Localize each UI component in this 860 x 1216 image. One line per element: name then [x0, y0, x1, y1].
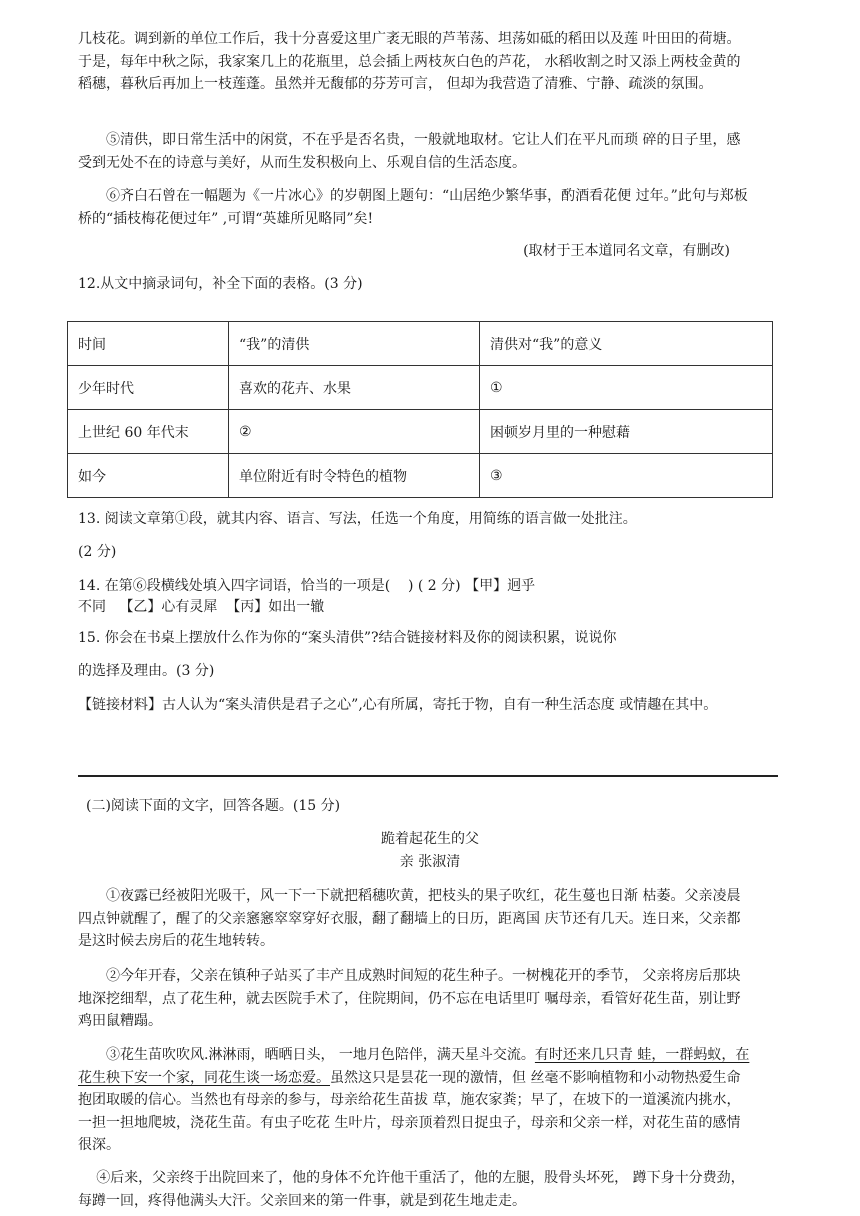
question-15-line-1: 15. 你会在书桌上摆放什么作为你的“案头清供”?结合链接材料及你的阅读积累，说说你: [78, 630, 617, 646]
question-14-line-2: 不同 【乙】心有灵犀 【丙】如出一辙: [78, 599, 325, 615]
article-paragraph-2: ②今年开春，父亲在镇种子站买了丰产且成熟时间短的花生种子。一树槐花开的季节， 父亲将房后那块地深挖细犁，点了花生种，就去医院手术了，住院期间，仍不忘在电话里叮 嘱母亲，看管好花生苗，别让野鸡田鼠糟蹋。: [78, 968, 741, 1029]
table-row: [68, 366, 773, 410]
table-row: [68, 454, 773, 498]
article-paragraph-4: ④后来，父亲终于出院回来了，他的身体不允许他干重活了，他的左腿，股骨头坏死， 蹲下身十分费劲，每蹲一回，疼得他满头大汗。父亲回来的第一件事，就是到花生地走走。: [78, 1170, 745, 1209]
table-header-cell: “我”的清供: [229, 322, 480, 366]
table-cell: 喜欢的花卉、水果: [229, 366, 480, 410]
question-13-line-1: 13. 阅读文章第①段，就其内容、语言、写法，任选一个角度，用简练的语言做一处批注。: [78, 511, 637, 527]
article-title-line-2: 亲 张淑清: [399, 854, 461, 870]
article-paragraph-3-underlined-sentence: 有时还来几只青 蛙，一群蚂蚁，在花生秧下安一个家，同花生谈一场恋爱。: [78, 1047, 750, 1086]
article-title-line-1: 跪着起花生的父: [381, 831, 479, 847]
passage-paragraph-5: ⑤清供，即日常生活中的闲赏，不在乎是否名贵，一般就地取材。它让人们在平凡而琐 碎的日子里，感受到无处不在的诗意与美好，从而生发积极向上、乐观自信的生活态度。: [78, 132, 741, 171]
table-cell: ②: [229, 410, 480, 454]
question-14-line-1: 14. 在第⑥段横线处填入四字词语，恰当的一项是( ) ( 2 分) 【甲】迥乎: [78, 578, 536, 594]
article-paragraph-3-text-cont: 虽然这只是昙花一现的激情，但 丝毫不影响植物和小动物热爱生命抱团取暖的信心。当然也有母亲的参与，母亲给花生苗拔 草，施农家粪；早了，在坡下的一道溪流内挑水，一担一担地爬坡，浇花生苗。有虫子吃花 生叶片，母亲顶着烈日捉虫子，母亲和父亲一样，对花生苗的感情很深。: [78, 1069, 741, 1153]
question-12-prompt: 12.从文中摘录词句，补全下面的表格。(3 分): [78, 276, 363, 292]
table-cell: 单位附近有时令特色的植物: [229, 454, 480, 498]
passage-paragraph-4-continued: 几枝花。调到新的单位工作后，我十分喜爱这里广袤无眼的芦苇荡、坦荡如砥的稻田以及莲 叶田田的荷塘。于是，每年中秋之际，我家案几上的花瓶里，总会插上两枝灰白色的芦花， 水稻收割之时又添上两枝金黄的稻穗，暮秋后再加上一枝莲蓬。虽然并无馥郁的芬芳可言， 但却为我营造了清雅、宁静、疏淡的氛围。: [78, 31, 741, 92]
section-2-heading: (二)阅读下面的文字，回答各题。(15 分): [86, 798, 341, 814]
question-15-line-2: 的选择及理由。(3 分): [78, 663, 215, 679]
question-13-line-2: (2 分): [78, 544, 117, 560]
table-header-cell: 清供对“我”的意义: [480, 322, 773, 366]
table-cell: 如今: [68, 454, 229, 498]
article-paragraph-3: [78, 1044, 750, 1157]
passage-source: (取材于王本道同名文章，有删改): [523, 243, 730, 259]
table-cell: ③: [480, 454, 773, 498]
passage-paragraph-6: ⑥齐白石曾在一幅题为《一片冰心》的岁朝图上题句：“山居绝少繁华事，酌酒看花便 过年。”此句与郑板桥的“插枝梅花便过年” ,可谓“英雄所见略同”矣!: [78, 188, 748, 227]
table-header-row: [68, 322, 773, 366]
table-cell: 少年时代: [68, 366, 229, 410]
article-paragraph-3-text: ③花生苗吹吹风.淋淋雨，晒晒日头， 一地月色陪伴，满天星斗交流。: [106, 1047, 535, 1063]
table-header-cell: 时间: [68, 322, 229, 366]
table-cell: 困顿岁月里的一种慰藉: [480, 410, 773, 454]
table-cell: 上世纪 60 年代末: [68, 410, 229, 454]
question-15-linked-material: 【链接材料】古人认为“案头清供是君子之心”,心有所属，寄托于物，自有一种生活态度 或情趣在其中。: [78, 697, 718, 713]
section-divider: [78, 775, 778, 777]
table-cell: ①: [480, 366, 773, 410]
question-12-table: [67, 321, 773, 498]
table-row: [68, 410, 773, 454]
article-paragraph-1: ①夜露已经被阳光吸干，风一下一下就把稻穗吹黄，把枝头的果子吹红，花生蔓也日渐 枯萎。父亲凌晨四点钟就醒了，醒了的父亲窸窸窣窣穿好衣服，翻了翻墙上的日历，距离国 庆节还有几天。连日来，父亲都是这时候去房后的花生地转转。: [78, 888, 741, 949]
